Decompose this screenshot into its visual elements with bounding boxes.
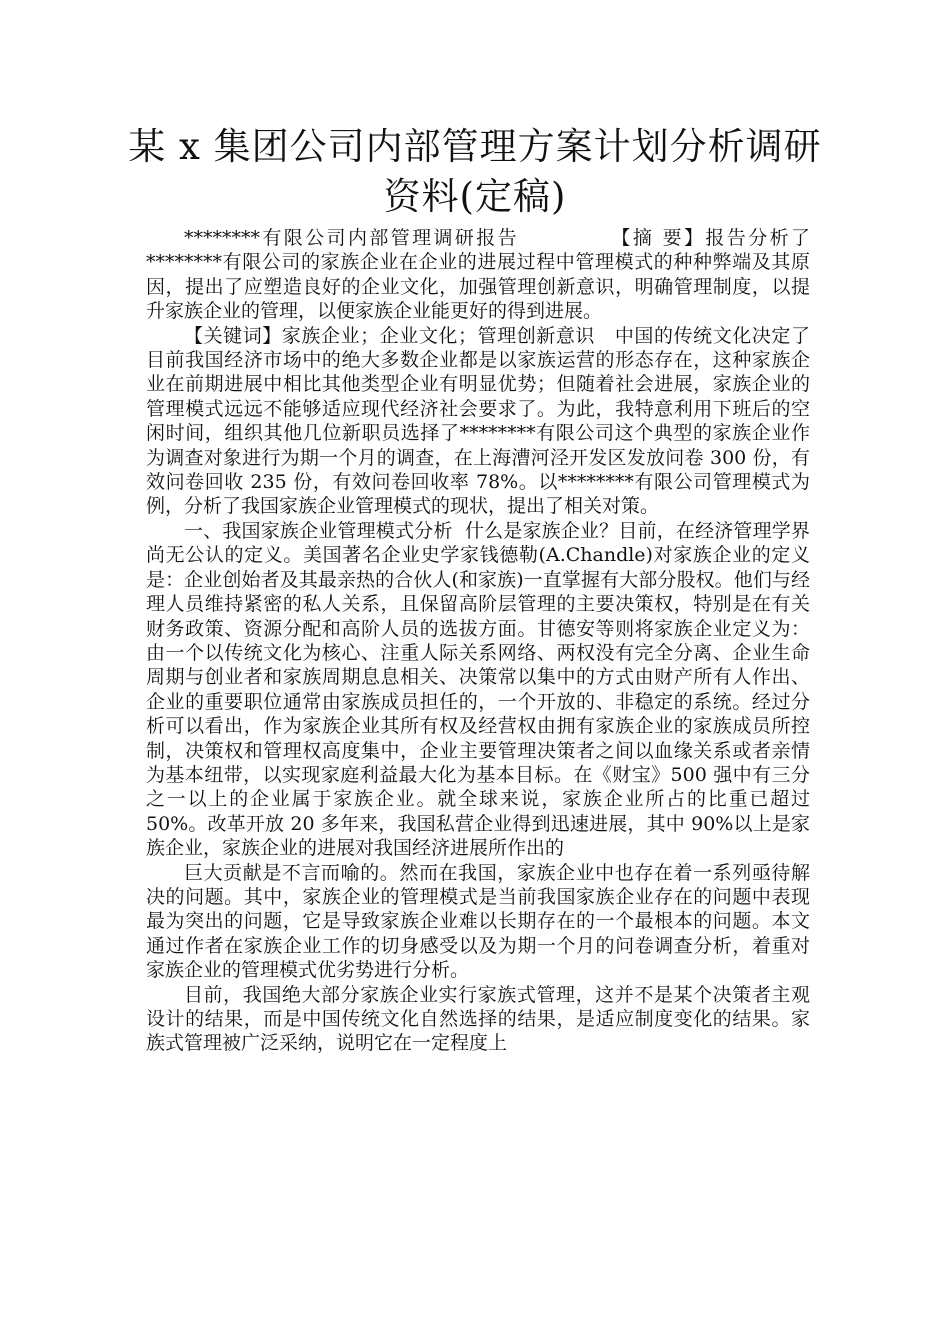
keywords-text: 家族企业；企业文化；管理创新意识 [281,324,595,347]
intro-text: 中国的传统文化决定了目前我国经济市场中的绝大多数企业都是以家族运营的形态存在，这种家族企业在前期进展中相比其他类型企业有明显优势；但随着社会进展，家族企业的管理模式远远不能够适应现代经济社会要求了。为此，我特意利用下班后的空闲时间，组织其他几位新职员选择了********有限公司这个典型的家族企业作为调查对象进行为期一个月的调查，在上海漕河泾开发区发放问卷 300 份，有效问卷回收 235 份，有效问卷回收率 78%。以********有限公司管理模式为例，分析了我国家族企业管理模式的现状，提出了相关对策。 [146,324,810,518]
abstract-label: 【摘 要】 [609,227,706,249]
paragraph-4: 目前，我国绝大部分家族企业实行家族式管理，这并不是某个决策者主观设计的结果，而是中国传统文化自然选择的结果，是适应制度变化的结果。家族式管理被广泛采纳，说明它在一定程度上 [146,983,810,1055]
paragraph-abstract [146,226,810,324]
document-title [110,122,840,222]
title-line-1: 某 x 集团公司内部管理方案计划分析调研 [128,125,822,168]
title-line-2: 资料(定稿) [383,175,567,218]
report-name: ********有限公司内部管理调研报告 [184,227,520,249]
abstract-text: 报告分析了********有限公司的家族企业在企业的进展过程中管理模式的种种弊端及其原因，提出了应塑造良好的企业文化，加强管理创新意识，明确管理制度，以提升家族企业的管理，以便家族企业能更好的得到进展。 [146,227,810,323]
keywords-label: 【关键词】 [184,324,282,347]
section-1-heading: 一、我国家族企业管理模式分析 [184,519,453,542]
paragraph-3: 巨大贡献是不言而喻的。然而在我国，家族企业中也存在着一系列亟待解决的问题。其中，家族企业的管理模式是当前我国家族企业存在的问题中表现最为突出的问题，它是导致家族企业难以长期存在的一个最根本的问题。本文通过作者在家族企业工作的切身感受以及为期一个月的问卷调查分析，着重对家族企业的管理模式优劣势进行分析。 [146,861,810,982]
paragraph-keywords [146,324,810,519]
section-1-text: 什么是家族企业？目前，在经济管理学界尚无公认的定义。美国著名企业史学家钱德勒(A.Chandle)对家族企业的定义是：企业创始者及其最亲热的合伙人(和家族)一直掌握有大部分股权。他们与经理人员维持紧密的私人关系，且保留高阶层管理的主要决策权，特别是在有关财务政策、资源分配和高阶人员的选拔方面。甘德安等则将家族企业定义为：由一个以传统文化为核心、注重人际关系网络、两权没有完全分离、企业生命周期与创业者和家族周期息息相关、决策常以集中的方式由财产所有人作出、企业的重要职位通常由家族成员担任的，一个开放的、非稳定的系统。经过分析可以看出，作为家族企业其所有权及经营权由拥有家族企业的家族成员所控制，决策权和管理权高度集中，企业主要管理决策者之间以血缘关系或者亲情为基本纽带，以实现家庭利益最大化为基本目标。在《财宝》500 强中有三分之一以上的企业属于家族企业。就全球来说，家族企业所占的比重已超过 50%。改革开放 20 多年来，我国私营企业得到迅速进展，其中 90%以上是家族企业，家族企业的进展对我国经济进展所作出的 [146,519,810,860]
paragraph-section-1 [146,519,810,861]
document-body [146,226,810,1056]
